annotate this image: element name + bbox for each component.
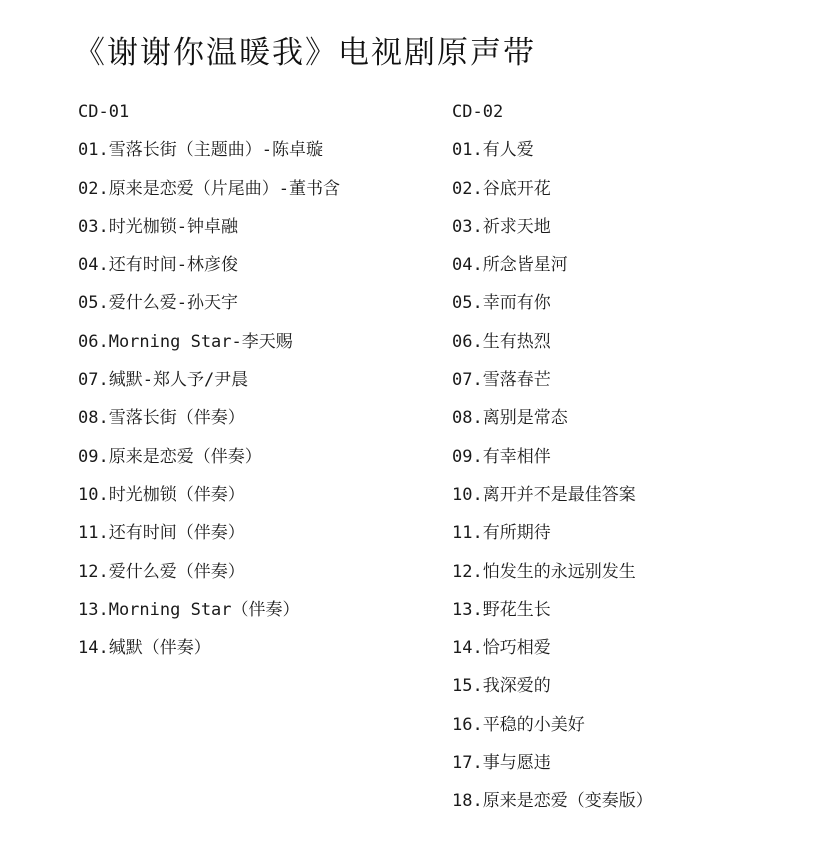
cd-01-column bbox=[78, 96, 340, 670]
track-item: 10.时光枷锁（伴奏） bbox=[78, 484, 245, 505]
track-item: 06.Morning Star-李天赐 bbox=[78, 331, 293, 352]
track-item: 08.离别是常态 bbox=[452, 408, 568, 429]
track-item: 14.缄默（伴奏） bbox=[78, 638, 211, 659]
track-item: 17.事与愿违 bbox=[452, 753, 551, 774]
track-item: 05.爱什么爱-孙天宇 bbox=[78, 293, 238, 314]
track-item: 06.生有热烈 bbox=[452, 331, 551, 352]
cd-02-label: CD-02 bbox=[452, 102, 504, 122]
track-item: 03.时光枷锁-钟卓融 bbox=[78, 216, 238, 237]
track-item: 14.恰巧相爱 bbox=[452, 638, 551, 659]
track-item: 07.雪落春芒 bbox=[452, 370, 551, 391]
track-item: 01.雪落长街（主题曲）-陈卓璇 bbox=[78, 140, 323, 161]
track-item: 02.原来是恋爱（片尾曲）-董书含 bbox=[78, 178, 340, 199]
cd-02-column bbox=[452, 96, 653, 824]
cd-01-label: CD-01 bbox=[78, 102, 130, 122]
track-item: 16.平稳的小美好 bbox=[452, 714, 585, 735]
track-item: 13.野花生长 bbox=[452, 599, 551, 620]
page-title: 《谢谢你温暖我》电视剧原声带 bbox=[74, 35, 536, 71]
track-item: 09.原来是恋爱（伴奏） bbox=[78, 446, 262, 467]
track-item: 11.有所期待 bbox=[452, 523, 551, 544]
track-item: 12.爱什么爱（伴奏） bbox=[78, 561, 245, 582]
track-item: 18.原来是恋爱（变奏版） bbox=[452, 791, 653, 812]
track-item: 12.怕发生的永远别发生 bbox=[452, 561, 636, 582]
track-item: 09.有幸相伴 bbox=[452, 446, 551, 467]
track-item: 05.幸而有你 bbox=[452, 293, 551, 314]
track-item: 04.所念皆星河 bbox=[452, 255, 568, 276]
track-item: 02.谷底开花 bbox=[452, 178, 551, 199]
track-item: 04.还有时间-林彦俊 bbox=[78, 255, 238, 276]
track-item: 08.雪落长街（伴奏） bbox=[78, 408, 245, 429]
track-item: 11.还有时间（伴奏） bbox=[78, 523, 245, 544]
track-item: 07.缄默-郑人予/尹晨 bbox=[78, 370, 249, 391]
track-item: 01.有人爱 bbox=[452, 140, 534, 161]
track-item: 03.祈求天地 bbox=[452, 216, 551, 237]
track-item: 10.离开并不是最佳答案 bbox=[452, 484, 636, 505]
track-item: 15.我深爱的 bbox=[452, 676, 551, 697]
track-item: 13.Morning Star（伴奏） bbox=[78, 599, 300, 620]
